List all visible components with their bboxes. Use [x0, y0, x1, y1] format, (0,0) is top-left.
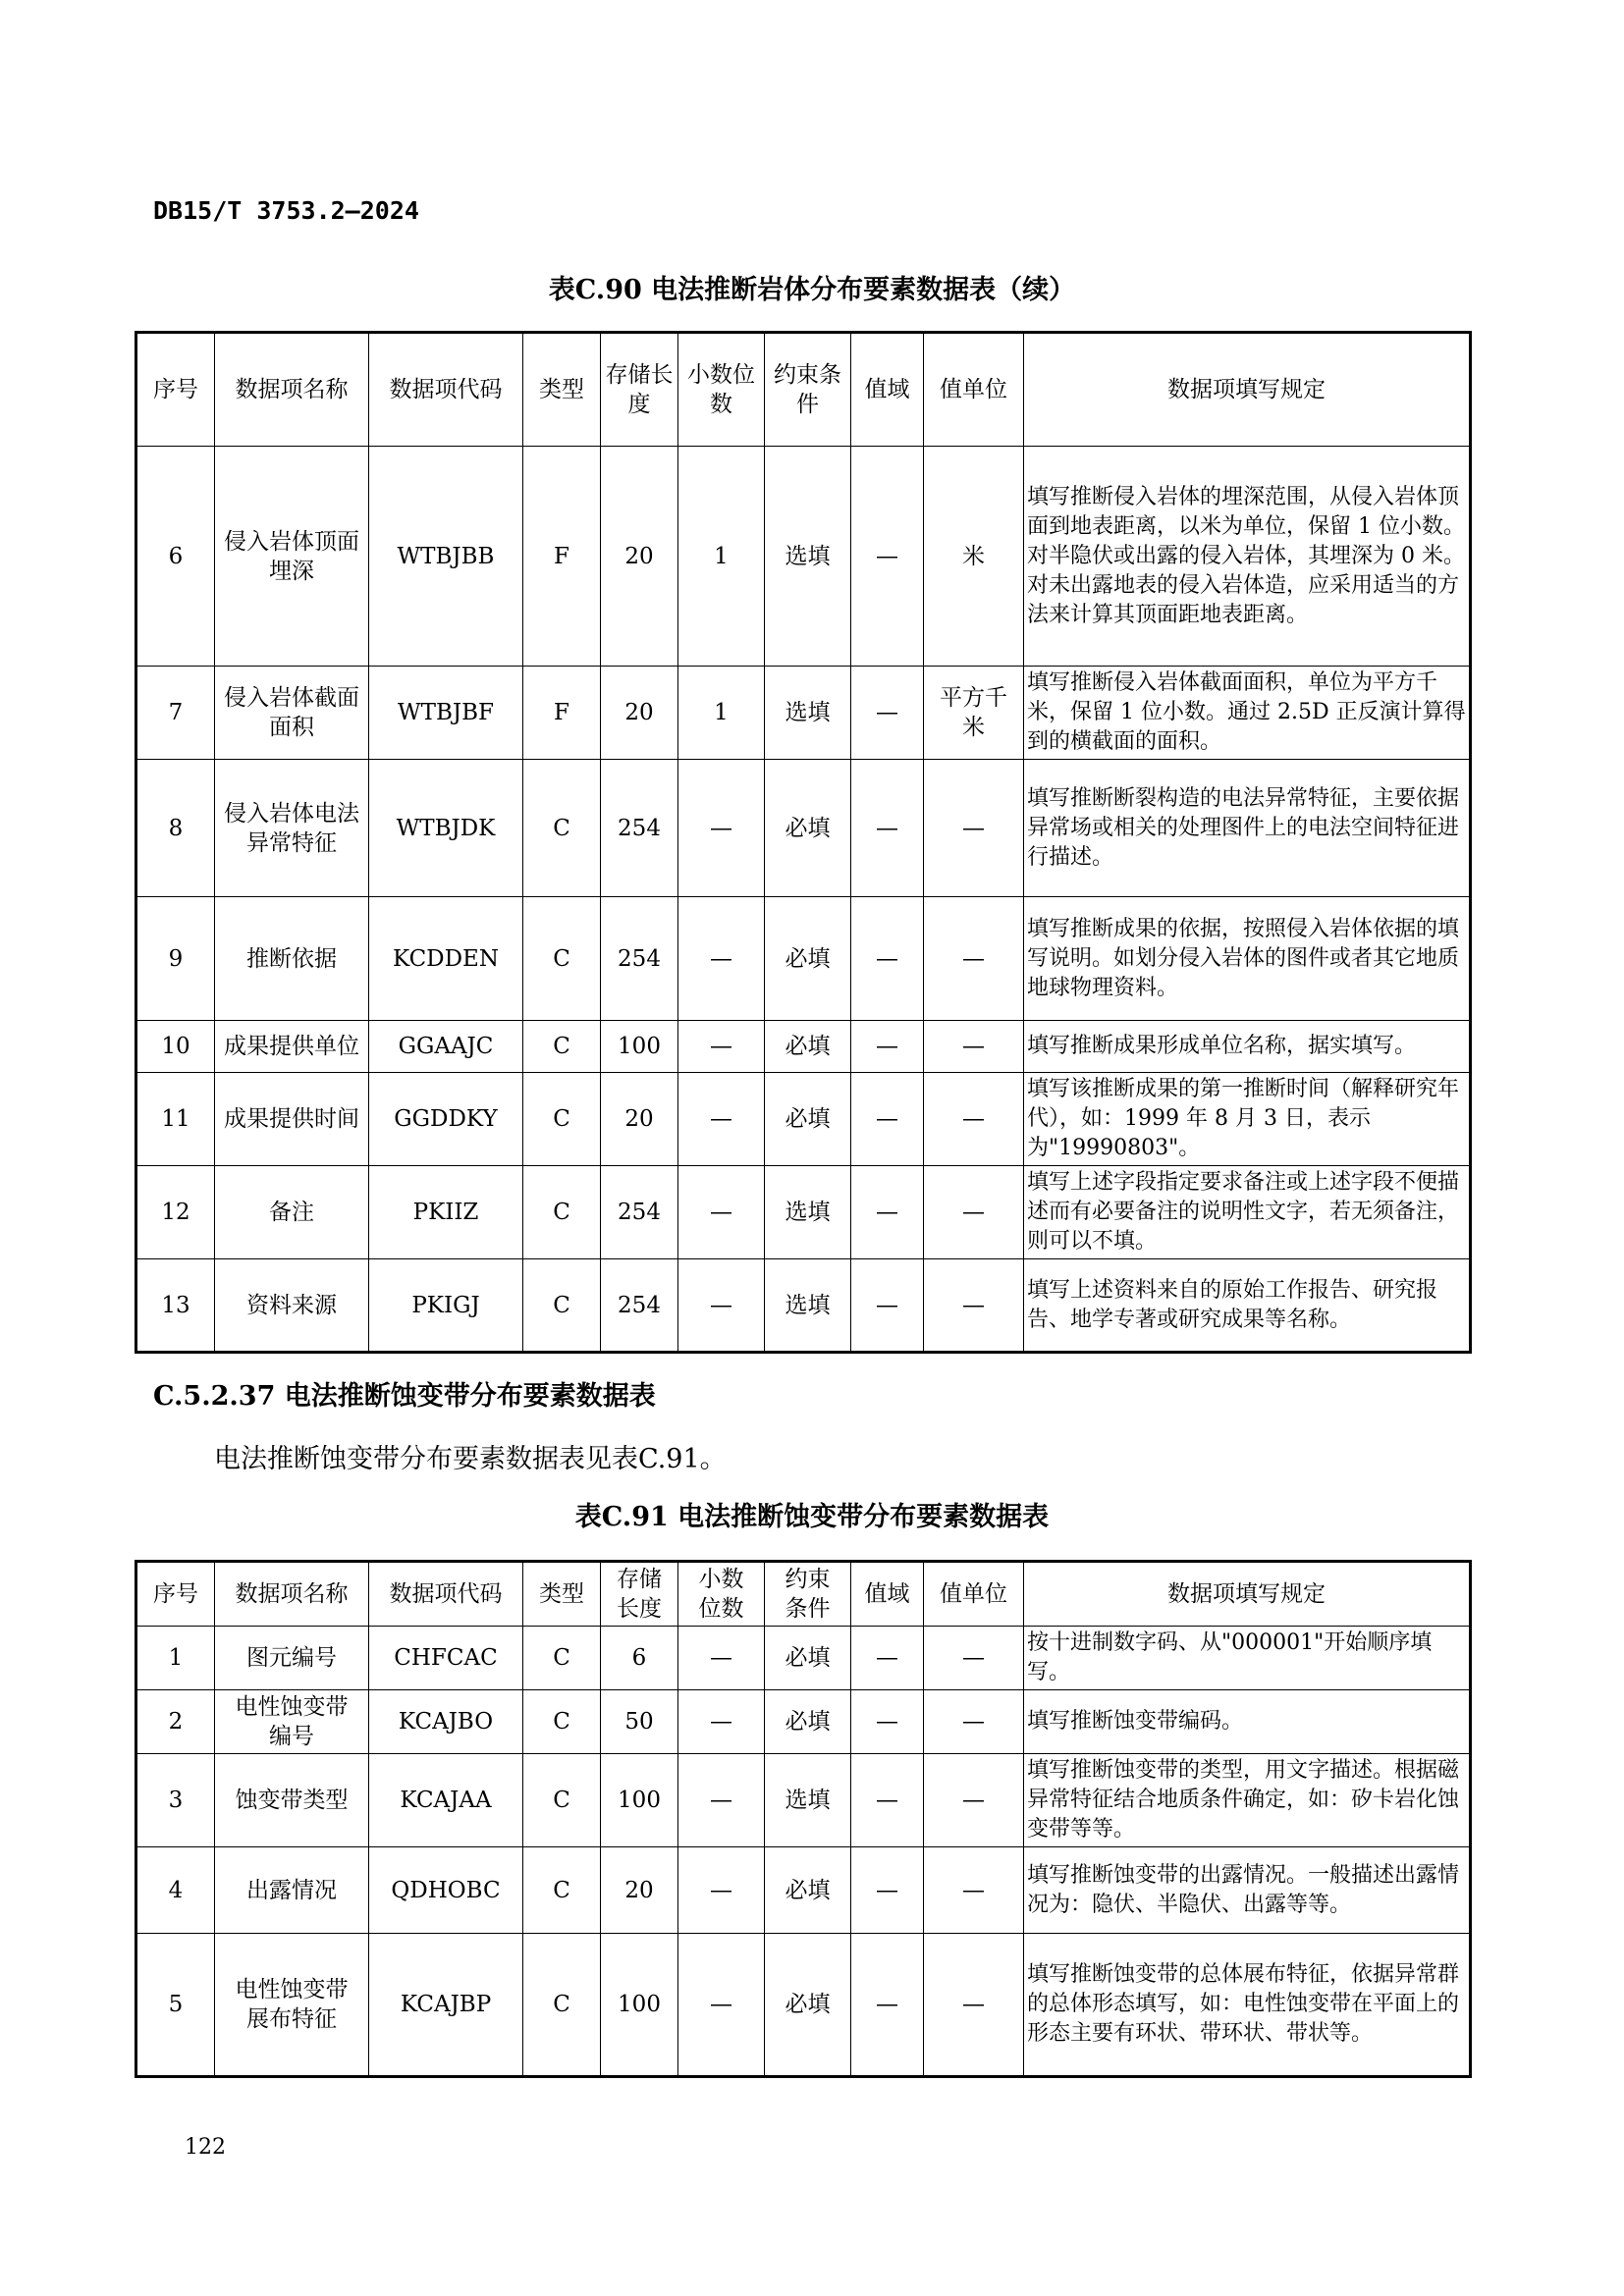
- table-row: [136, 897, 1471, 1021]
- table-cell: —: [678, 1073, 765, 1166]
- table-cell: 1: [136, 1627, 215, 1690]
- table-cell: KCAJBP: [369, 1934, 523, 2077]
- table-cell: 按十进制数字码、从"000001"开始顺序填写。: [1024, 1627, 1471, 1690]
- table-row: [136, 1021, 1471, 1073]
- column-header: 存储 长度: [601, 1562, 678, 1627]
- table-cell: 填写上述资料来自的原始工作报告、研究报告、地学专著或研究成果等名称。: [1024, 1259, 1471, 1353]
- table-cell: —: [851, 1627, 924, 1690]
- table-cell: WTBJBB: [369, 447, 523, 667]
- table-cell: 9: [136, 897, 215, 1021]
- section-body: 电法推断蚀变带分布要素数据表见表C.91。: [214, 1444, 727, 1474]
- table-cell: —: [924, 1934, 1024, 2077]
- table-cell: 必填: [765, 1073, 851, 1166]
- table1: [135, 331, 1472, 1354]
- table-cell: 侵入岩体顶面 埋深: [215, 447, 369, 667]
- table-cell: 254: [601, 760, 678, 897]
- column-header: 值域: [851, 333, 924, 447]
- section-heading: C.5.2.37 电法推断蚀变带分布要素数据表: [153, 1381, 656, 1412]
- table-cell: 填写推断蚀变带的总体展布特征，依据异常群的总体形态填写，如：电性蚀变带在平面上的形态主要有环状、带环状、带状等。: [1024, 1934, 1471, 2077]
- table-row: [136, 1847, 1471, 1934]
- table-cell: 20: [601, 667, 678, 760]
- table-cell: 必填: [765, 760, 851, 897]
- table-cell: C: [523, 1259, 601, 1353]
- table-row: [136, 447, 1471, 667]
- column-header: 序号: [136, 1562, 215, 1627]
- table-row: [136, 1166, 1471, 1259]
- column-header: 数据项代码: [369, 1562, 523, 1627]
- table2-caption: 表C.91 电法推断蚀变带分布要素数据表: [574, 1502, 1050, 1532]
- table-cell: 必填: [765, 1627, 851, 1690]
- table-cell: —: [678, 760, 765, 897]
- table-cell: 米: [924, 447, 1024, 667]
- column-header: 值单位: [924, 333, 1024, 447]
- column-header: 数据项代码: [369, 333, 523, 447]
- table-cell: 必填: [765, 1021, 851, 1073]
- table-header-row: [136, 1562, 1471, 1627]
- column-header: 数据项名称: [215, 1562, 369, 1627]
- table-cell: 填写推断侵入岩体截面面积，单位为平方千米，保留 1 位小数。通过 2.5D 正反演计算得到的横截面的面积。: [1024, 667, 1471, 760]
- table-cell: 推断依据: [215, 897, 369, 1021]
- table-cell: —: [678, 1754, 765, 1847]
- table-cell: —: [678, 1847, 765, 1934]
- table-cell: 蚀变带类型: [215, 1754, 369, 1847]
- table-cell: 成果提供时间: [215, 1073, 369, 1166]
- table-cell: —: [678, 1166, 765, 1259]
- table-cell: —: [924, 1847, 1024, 1934]
- table-cell: 侵入岩体截面 面积: [215, 667, 369, 760]
- table-cell: 平方千 米: [924, 667, 1024, 760]
- table-cell: 电性蚀变带 展布特征: [215, 1934, 369, 2077]
- table-cell: KCAJAA: [369, 1754, 523, 1847]
- table-cell: 3: [136, 1754, 215, 1847]
- table2: [135, 1560, 1472, 2078]
- column-header: 约束 条件: [765, 1562, 851, 1627]
- table-cell: 成果提供单位: [215, 1021, 369, 1073]
- column-header: 数据项填写规定: [1024, 333, 1471, 447]
- table-cell: —: [851, 1754, 924, 1847]
- table-cell: 2: [136, 1690, 215, 1754]
- table-cell: —: [678, 1259, 765, 1353]
- table-cell: WTBJDK: [369, 760, 523, 897]
- table-cell: 选填: [765, 1166, 851, 1259]
- table-cell: WTBJBF: [369, 667, 523, 760]
- table-cell: 填写推断断裂构造的电法异常特征，主要依据异常场或相关的处理图件上的电法空间特征进行描述。: [1024, 760, 1471, 897]
- table-cell: QDHOBC: [369, 1847, 523, 1934]
- table-cell: —: [924, 1166, 1024, 1259]
- table-cell: 侵入岩体电法 异常特征: [215, 760, 369, 897]
- page-number: 122: [185, 2135, 226, 2160]
- table-cell: C: [523, 1627, 601, 1690]
- table-cell: GGAAJC: [369, 1021, 523, 1073]
- standard-id: DB15/T 3753.2—2024: [153, 196, 419, 225]
- table-cell: C: [523, 1073, 601, 1166]
- table-cell: —: [924, 1754, 1024, 1847]
- table-cell: C: [523, 760, 601, 897]
- table-cell: 20: [601, 1847, 678, 1934]
- table-cell: 必填: [765, 1934, 851, 2077]
- table-cell: 填写推断蚀变带编码。: [1024, 1690, 1471, 1754]
- table-cell: —: [851, 760, 924, 897]
- table-cell: 254: [601, 1259, 678, 1353]
- table-cell: CHFCAC: [369, 1627, 523, 1690]
- table-row: [136, 1073, 1471, 1166]
- table-cell: —: [851, 1934, 924, 2077]
- table-cell: 12: [136, 1166, 215, 1259]
- table-cell: 备注: [215, 1166, 369, 1259]
- table-cell: —: [851, 1847, 924, 1934]
- table-cell: —: [851, 1166, 924, 1259]
- table-cell: 8: [136, 760, 215, 897]
- table-cell: —: [924, 1690, 1024, 1754]
- column-header: 类型: [523, 1562, 601, 1627]
- table-cell: —: [851, 1073, 924, 1166]
- table-cell: PKIGJ: [369, 1259, 523, 1353]
- table-cell: 100: [601, 1934, 678, 2077]
- table-cell: —: [924, 1627, 1024, 1690]
- table-cell: PKIIZ: [369, 1166, 523, 1259]
- table-cell: —: [924, 1259, 1024, 1353]
- table-cell: C: [523, 1021, 601, 1073]
- table-cell: —: [924, 1021, 1024, 1073]
- table-cell: 4: [136, 1847, 215, 1934]
- table-cell: C: [523, 1934, 601, 2077]
- table-cell: 填写上述字段指定要求备注或上述字段不便描述而有必要备注的说明性文字，若无须备注，则可以不填。: [1024, 1166, 1471, 1259]
- table-cell: 填写推断成果的依据，按照侵入岩体依据的填写说明。如划分侵入岩体的图件或者其它地质地球物理资料。: [1024, 897, 1471, 1021]
- table-cell: 254: [601, 897, 678, 1021]
- column-header: 小数位 数: [678, 333, 765, 447]
- table-cell: 填写推断成果形成单位名称，据实填写。: [1024, 1021, 1471, 1073]
- table-cell: —: [851, 667, 924, 760]
- table-cell: —: [851, 447, 924, 667]
- column-header: 值单位: [924, 1562, 1024, 1627]
- table-cell: 20: [601, 447, 678, 667]
- table-cell: —: [678, 1690, 765, 1754]
- table-cell: 必填: [765, 897, 851, 1021]
- table-cell: 20: [601, 1073, 678, 1166]
- table-cell: KCAJBO: [369, 1690, 523, 1754]
- table-cell: 7: [136, 667, 215, 760]
- table-cell: —: [851, 1690, 924, 1754]
- table-cell: F: [523, 447, 601, 667]
- column-header: 类型: [523, 333, 601, 447]
- table-cell: 填写该推断成果的第一推断时间（解释研究年代），如：1999 年 8 月 3 日，表示为"19990803"。: [1024, 1073, 1471, 1166]
- table-cell: 填写推断蚀变带的类型，用文字描述。根据磁异常特征结合地质条件确定，如：矽卡岩化蚀变带等等。: [1024, 1754, 1471, 1847]
- table-cell: —: [851, 1259, 924, 1353]
- table-cell: KCDDEN: [369, 897, 523, 1021]
- table-cell: C: [523, 1166, 601, 1259]
- column-header: 数据项名称: [215, 333, 369, 447]
- table-cell: C: [523, 1847, 601, 1934]
- table-row: [136, 760, 1471, 897]
- column-header: 值域: [851, 1562, 924, 1627]
- table-cell: C: [523, 897, 601, 1021]
- table-cell: 100: [601, 1021, 678, 1073]
- table-cell: —: [924, 897, 1024, 1021]
- table-cell: C: [523, 1690, 601, 1754]
- table-row: [136, 1259, 1471, 1353]
- table-cell: 1: [678, 667, 765, 760]
- table-cell: 11: [136, 1073, 215, 1166]
- table-row: [136, 1934, 1471, 2077]
- table-cell: 图元编号: [215, 1627, 369, 1690]
- column-header: 存储长 度: [601, 333, 678, 447]
- table-row: [136, 1690, 1471, 1754]
- table-cell: 选填: [765, 1259, 851, 1353]
- table-cell: 选填: [765, 447, 851, 667]
- table-cell: 资料来源: [215, 1259, 369, 1353]
- table-row: [136, 1627, 1471, 1690]
- table-cell: —: [851, 1021, 924, 1073]
- column-header: 约束条 件: [765, 333, 851, 447]
- table-cell: 6: [601, 1627, 678, 1690]
- column-header: 数据项填写规定: [1024, 1562, 1471, 1627]
- table-cell: —: [678, 1021, 765, 1073]
- column-header: 序号: [136, 333, 215, 447]
- table-header-row: [136, 333, 1471, 447]
- table-cell: —: [678, 897, 765, 1021]
- table-cell: GGDDKY: [369, 1073, 523, 1166]
- table-cell: 选填: [765, 1754, 851, 1847]
- table-cell: —: [678, 1934, 765, 2077]
- table-cell: 电性蚀变带 编号: [215, 1690, 369, 1754]
- table-cell: 50: [601, 1690, 678, 1754]
- table-cell: 1: [678, 447, 765, 667]
- table-cell: 选填: [765, 667, 851, 760]
- table-cell: —: [678, 1627, 765, 1690]
- table-cell: 5: [136, 1934, 215, 2077]
- table-cell: —: [924, 1073, 1024, 1166]
- column-header: 小数 位数: [678, 1562, 765, 1627]
- table-cell: 13: [136, 1259, 215, 1353]
- table-row: [136, 1754, 1471, 1847]
- table-cell: 100: [601, 1754, 678, 1847]
- table-row: [136, 667, 1471, 760]
- table1-caption: 表C.90 电法推断岩体分布要素数据表（续）: [548, 275, 1076, 305]
- table-cell: 254: [601, 1166, 678, 1259]
- table-cell: 6: [136, 447, 215, 667]
- table-cell: 必填: [765, 1690, 851, 1754]
- table-cell: C: [523, 1754, 601, 1847]
- table-cell: 填写推断蚀变带的出露情况。一般描述出露情况为：隐伏、半隐伏、出露等等。: [1024, 1847, 1471, 1934]
- table-cell: F: [523, 667, 601, 760]
- table-cell: —: [924, 760, 1024, 897]
- table-cell: 出露情况: [215, 1847, 369, 1934]
- table-cell: 10: [136, 1021, 215, 1073]
- table-cell: 必填: [765, 1847, 851, 1934]
- table-cell: 填写推断侵入岩体的埋深范围，从侵入岩体顶面到地表距离，以米为单位，保留 1 位小数。对半隐伏或出露的侵入岩体，其埋深为 0 米。对未出露地表的侵入岩体造，应采用适当的方法来计算其顶面距地表距离。: [1024, 447, 1471, 667]
- table-cell: —: [851, 897, 924, 1021]
